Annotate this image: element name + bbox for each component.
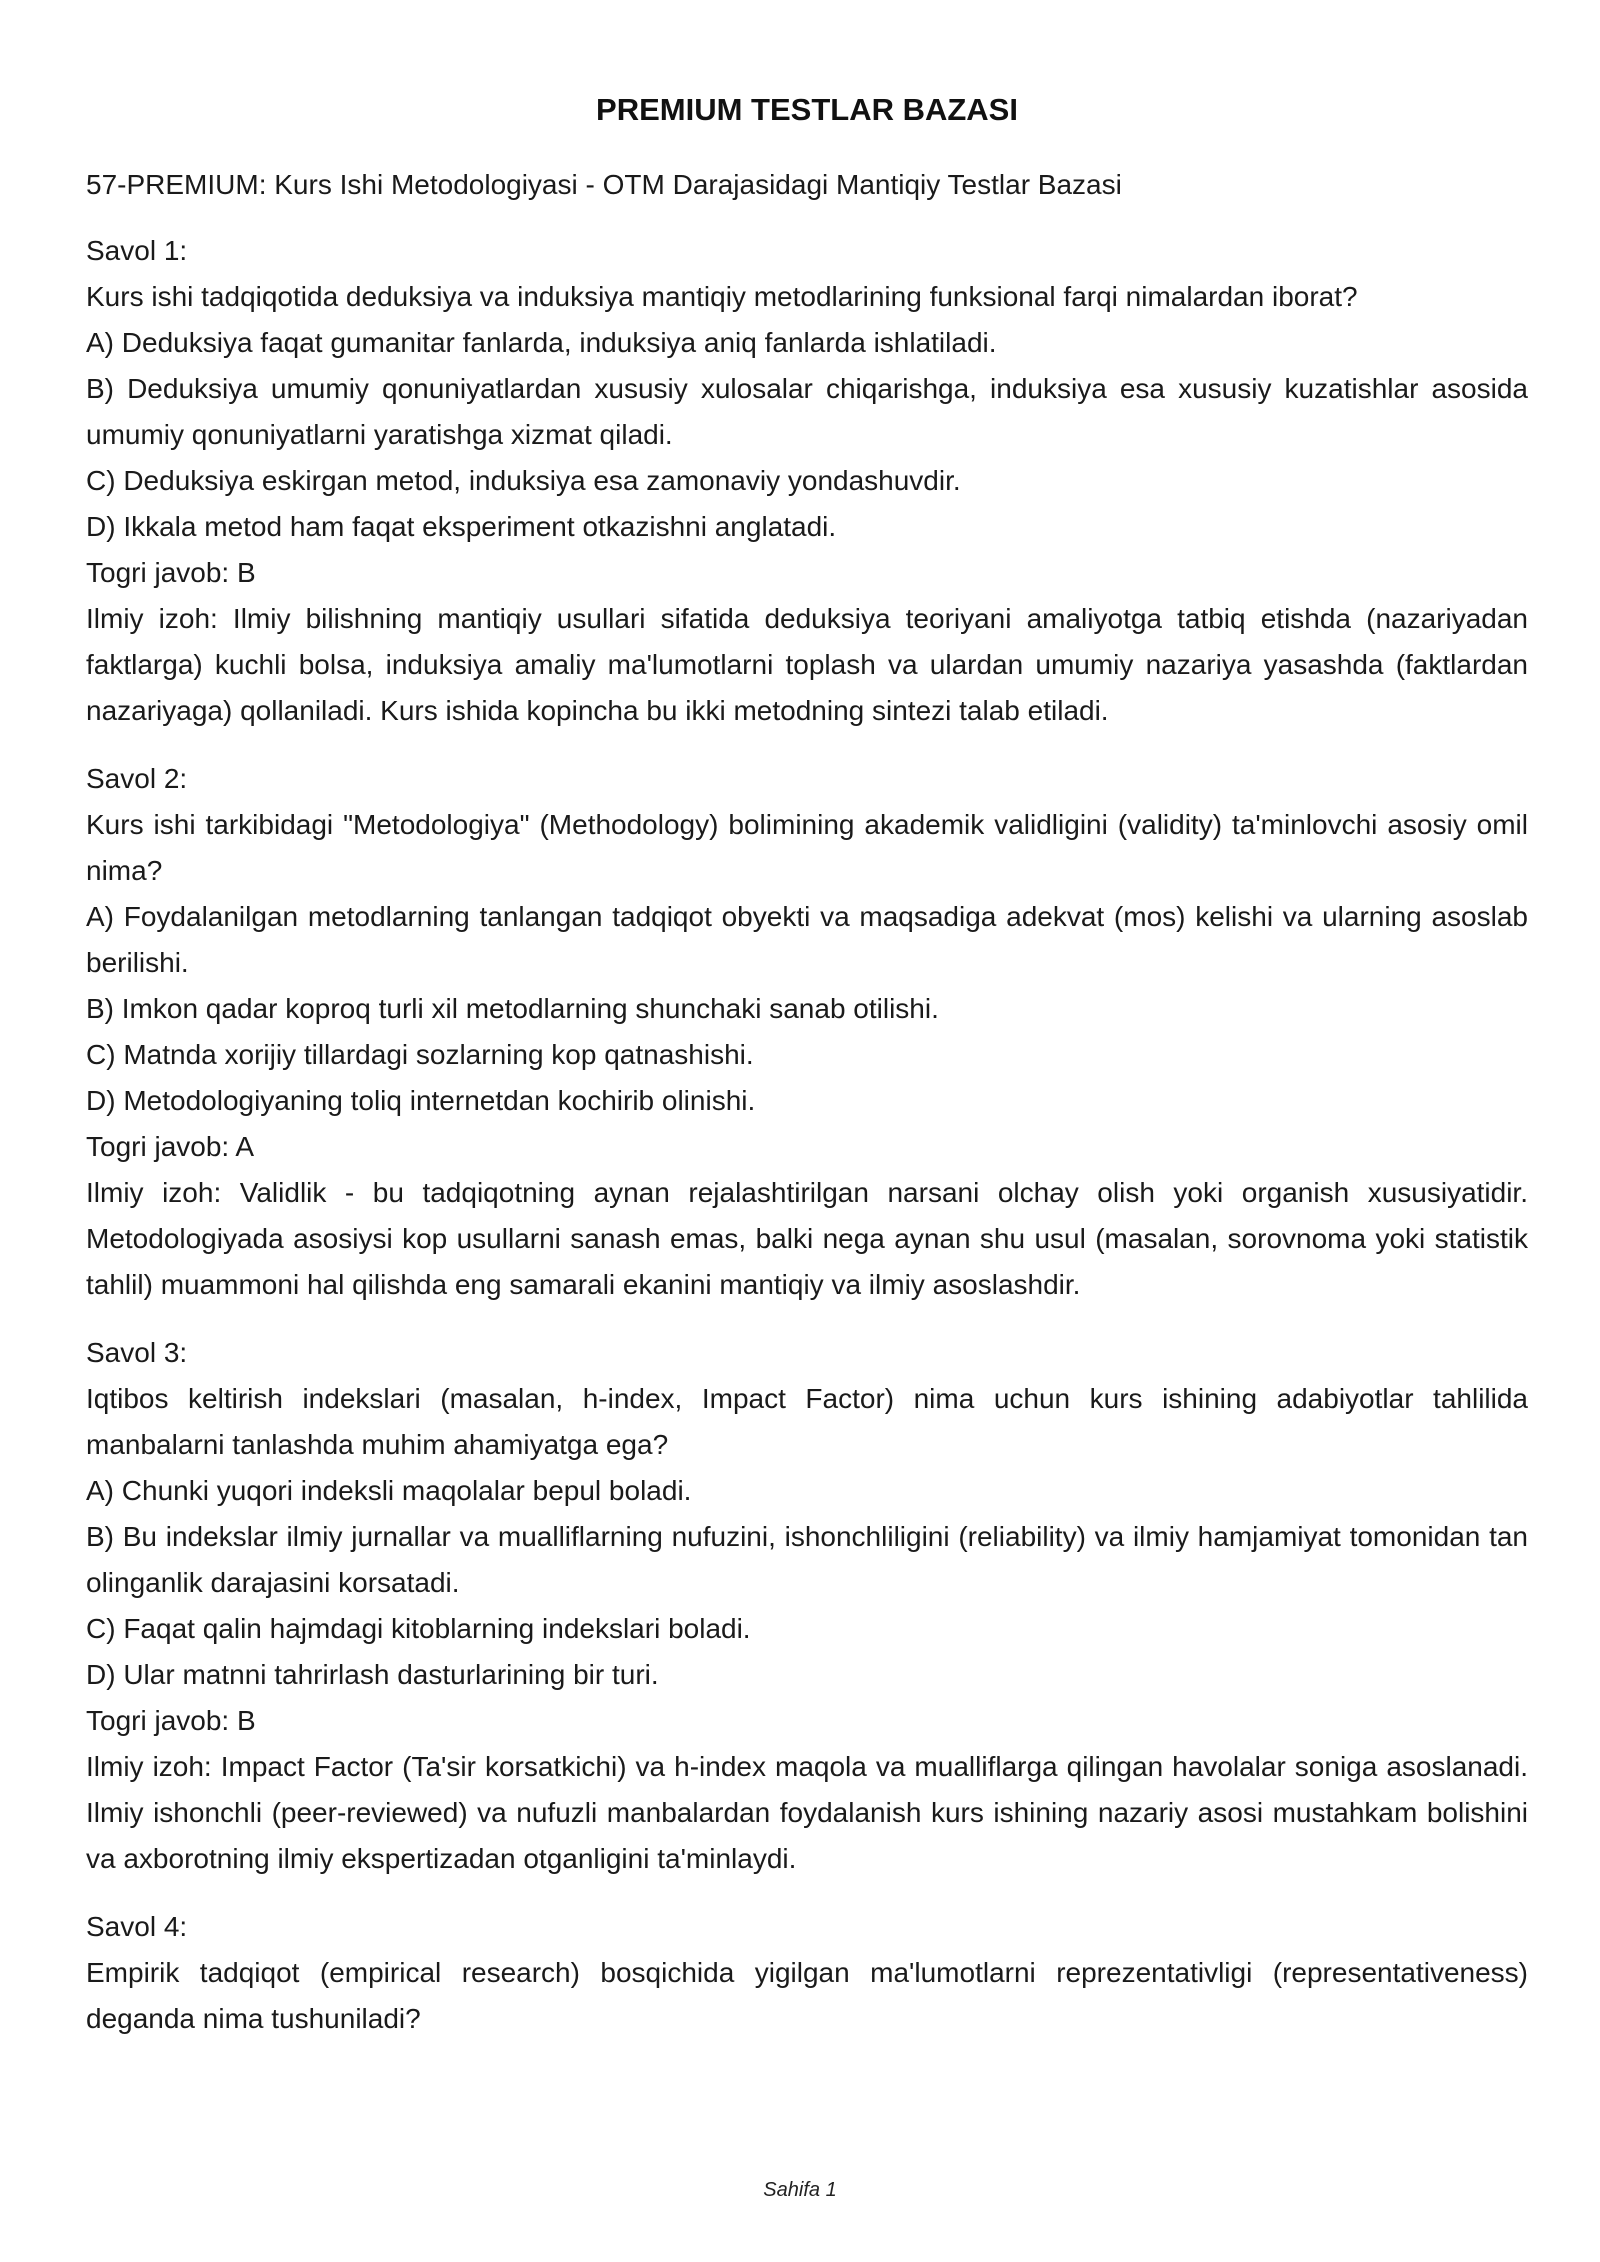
document-page [86, 88, 1528, 2064]
question-text: Empirik tadqiqot (empirical research) bosqichida yigilgan ma'lumotlarni reprezentativligi (representativeness) deganda nima tushuniladi? [86, 1957, 1528, 2034]
option-d: D) Ikkala metod ham faqat eksperiment otkazishni anglatadi. [86, 511, 837, 542]
question-3 [86, 1330, 1528, 1882]
option-a: A) Deduksiya faqat gumanitar fanlarda, induksiya aniq fanlarda ishlatiladi. [86, 327, 997, 358]
question-2 [86, 756, 1528, 1308]
question-text: Iqtibos keltirish indekslari (masalan, h-index, Impact Factor) nima uchun kurs ishining adabiyotlar tahlilida manbalarni tanlashda muhim ahamiyatga ega? [86, 1383, 1528, 1460]
question-label: Savol 2: [86, 763, 188, 794]
question-label: Savol 3: [86, 1337, 188, 1368]
option-c: C) Deduksiya eskirgan metod, induksiya esa zamonaviy yondashuvdir. [86, 465, 961, 496]
correct-answer: Togri javob: B [86, 557, 256, 588]
question-label: Savol 1: [86, 235, 188, 266]
document-subtitle: 57-PREMIUM: Kurs Ishi Metodologiyasi - OTM Darajasidagi Mantiqiy Testlar Bazasi [86, 169, 1122, 200]
option-a: A) Chunki yuqori indeksli maqolalar bepul boladi. [86, 1475, 692, 1506]
question-text: Kurs ishi tadqiqotida deduksiya va induksiya mantiqiy metodlarining funksional farqi nimalardan iborat? [86, 281, 1358, 312]
option-b: B) Imkon qadar koproq turli xil metodlarning shunchaki sanab otilishi. [86, 993, 939, 1024]
question-4 [86, 1904, 1528, 2042]
question-label: Savol 4: [86, 1911, 188, 1942]
correct-answer: Togri javob: B [86, 1705, 256, 1736]
option-d: D) Metodologiyaning toliq internetdan kochirib olinishi. [86, 1085, 756, 1116]
explanation: Ilmiy izoh: Impact Factor (Ta'sir korsatkichi) va h-index maqola va mualliflarga qilingan havolalar soniga asoslanadi. Ilmiy ishonchli (peer-reviewed) va nufuzli manbalardan foydalanish kurs ishining nazariy asosi mustahkam bolishini va axborotning ilmiy ekspertizadan otganligini ta'minlaydi. [86, 1751, 1528, 1874]
question-text: Kurs ishi tarkibidagi "Metodologiya" (Methodology) bolimining akademik validligini (validity) ta'minlovchi asosiy omil nima? [86, 809, 1528, 886]
question-1 [86, 228, 1528, 734]
explanation: Ilmiy izoh: Ilmiy bilishning mantiqiy usullari sifatida deduksiya teoriyani amaliyotga tatbiq etishda (nazariyadan faktlarga) kuchli bolsa, induksiya amaliy ma'lumotlarni toplash va ulardan umumiy nazariya yasashda (faktlardan nazariyaga) qollaniladi. Kurs ishida kopincha bu ikki metodning sintezi talab etiladi. [86, 603, 1528, 726]
correct-answer: Togri javob: A [86, 1131, 255, 1162]
option-b: B) Deduksiya umumiy qonuniyatlardan xususiy xulosalar chiqarishga, induksiya esa xususiy kuzatishlar asosida umumiy qonuniyatlarni yaratishga xizmat qiladi. [86, 373, 1528, 450]
option-c: C) Faqat qalin hajmdagi kitoblarning indekslari boladi. [86, 1613, 751, 1644]
explanation: Ilmiy izoh: Validlik - bu tadqiqotning aynan rejalashtirilgan narsani olchay olish yoki organish xususiyatidir. Metodologiyada asosiysi kop usullarni sanash emas, balki nega aynan shu usul (masalan, sorovnoma yoki statistik tahlil) muammoni hal qilishda eng samarali ekanini mantiqiy va ilmiy asoslashdir. [86, 1177, 1528, 1300]
option-a: A) Foydalanilgan metodlarning tanlangan tadqiqot obyekti va maqsadiga adekvat (mos) kelishi va ularning asoslab berilishi. [86, 901, 1528, 978]
option-d: D) Ular matnni tahrirlash dasturlarining bir turi. [86, 1659, 659, 1690]
option-c: C) Matnda xorijiy tillardagi sozlarning kop qatnashishi. [86, 1039, 754, 1070]
option-b: B) Bu indekslar ilmiy jurnallar va mualliflarning nufuzini, ishonchliligini (reliability) va ilmiy hamjamiyat tomonidan tan olinganlik darajasini korsatadi. [86, 1521, 1528, 1598]
document-title: PREMIUM TESTLAR BAZASI [596, 92, 1018, 127]
page-number: Sahifa 1 [763, 2179, 837, 2201]
